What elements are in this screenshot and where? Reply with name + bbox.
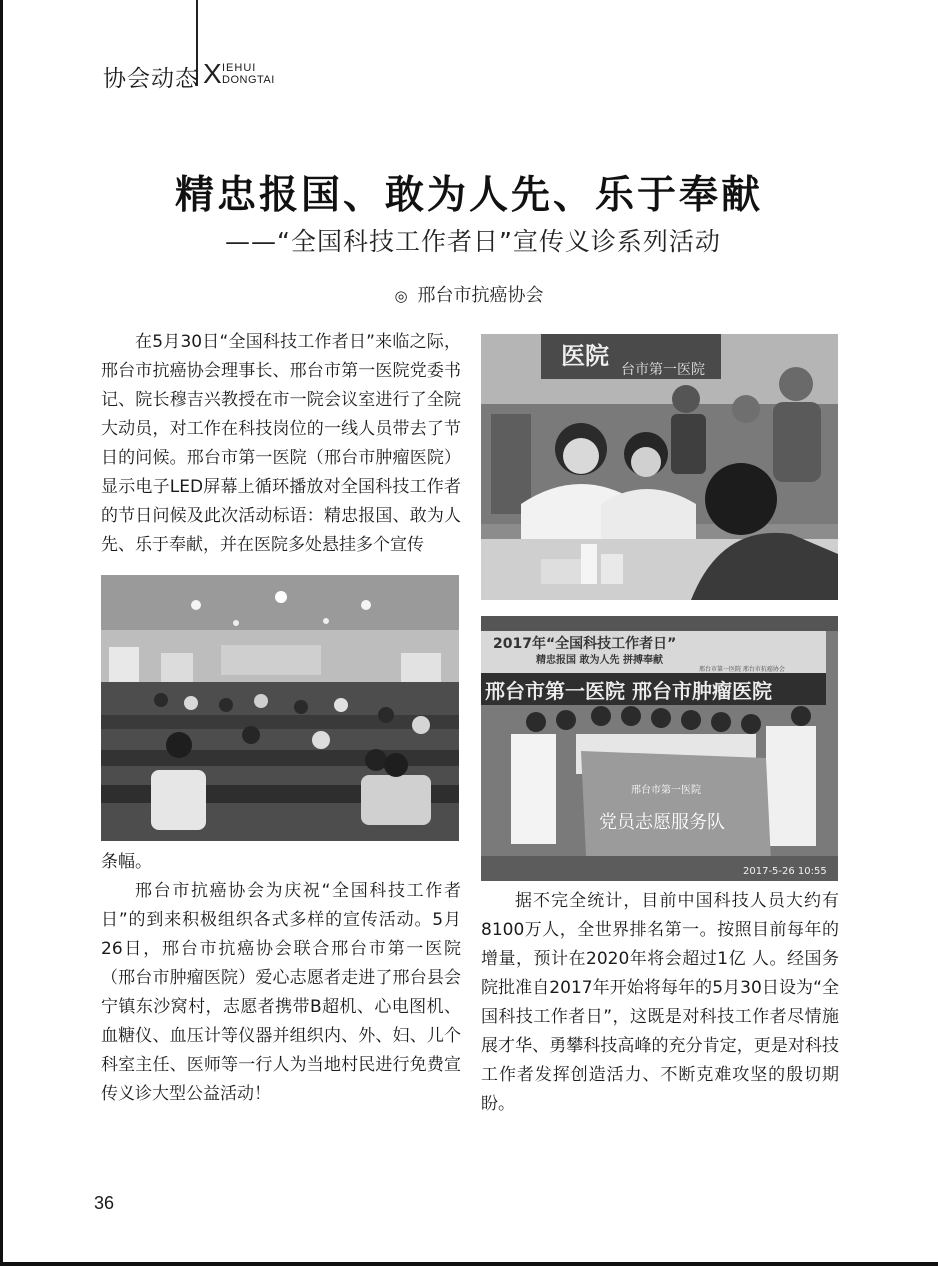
photo-volunteer-group	[481, 616, 838, 881]
body-column-left-top	[101, 328, 461, 560]
body-column-right	[481, 887, 839, 1119]
section-en-line1: IEHUI	[222, 62, 257, 74]
flag-line-1: 邢台市第一医院	[631, 785, 701, 796]
section-en-line2: DONGTAI	[222, 74, 275, 86]
body-column-left-bottom	[101, 848, 461, 1109]
photo-free-clinic	[481, 334, 838, 600]
paragraph-1: 在5月30日“全国科技工作者日”来临之际，邢台市抗癌协会理事长、邢台市第一医院党委书记、院长穆吉兴教授在市一院会议室进行了全院大动员，对工作在科技岗位的一线人员带去了节日的问候。邢台市第一医院（邢台市肿瘤医院）显示电子LED屏幕上循环播放对全国科技工作者的节日问候及此次活动标语：精忠报国、敢为人先、乐于奉献，并在医院多处悬挂多个宣传	[101, 332, 461, 555]
banner-line-2: 精忠报国 敢为人先 拼搏奉献	[536, 655, 663, 666]
article-title: 精忠报国、敢为人先、乐于奉献	[174, 172, 763, 218]
hospital-sign: 邢台市第一医院 邢台市肿瘤医院	[485, 679, 772, 703]
banner-line-3: 邢台市第一医院 邢台市抗癌协会	[699, 666, 785, 673]
byline-mark: ◎	[394, 287, 408, 305]
flag-line-2: 党员志愿服务队	[599, 812, 725, 833]
page-number: 36	[94, 1193, 115, 1213]
page-bottom-border	[0, 1262, 938, 1266]
paragraph-1-end: 条幅。	[101, 852, 152, 872]
section-label: 协会动态	[103, 66, 199, 92]
clinic-sign-right: 台市第一医院	[621, 362, 705, 378]
article-byline	[0, 281, 938, 307]
photo-meeting-room	[101, 575, 459, 841]
clinic-sign-left: 医院	[561, 342, 609, 370]
article-subtitle: ——“全国科技工作者日”宣传义诊系列活动	[225, 227, 721, 256]
banner-line-1: 2017年“全国科技工作者日”	[493, 636, 677, 652]
paragraph-3: 据不完全统计，目前中国科技人员大约有8100万人，全世界排名第一。按照目前每年的增量，预计在2020年将会超过1亿 人。经国务院批准自2017年开始将每年的5月30日设为“全国科技工作者日”，这既是对科技工作者尽情施展才华、勇攀科技高峰的充分肯定，更是对科技工作者发挥创造活力、不断克难攻坚的殷切期盼。	[481, 891, 839, 1114]
section-initial: X	[203, 58, 222, 89]
article-author: 邢台市抗癌协会	[417, 285, 544, 306]
photo-timestamp: 2017-5-26 10:55	[743, 866, 827, 877]
paragraph-2: 邢台市抗癌协会为庆祝“全国科技工作者日”的到来积极组织各式多样的宣传活动。5月26日，邢台市抗癌协会联合邢台市第一医院（邢台市肿瘤医院）爱心志愿者走进了邢台县会宁镇东沙窝村，志愿者携带B超机、心电图机、血糖仪、血压计等仪器并组织内、外、妇、儿个科室主任、医师等一行人为当地村民进行免费宣传义诊大型公益活动！	[101, 881, 461, 1104]
